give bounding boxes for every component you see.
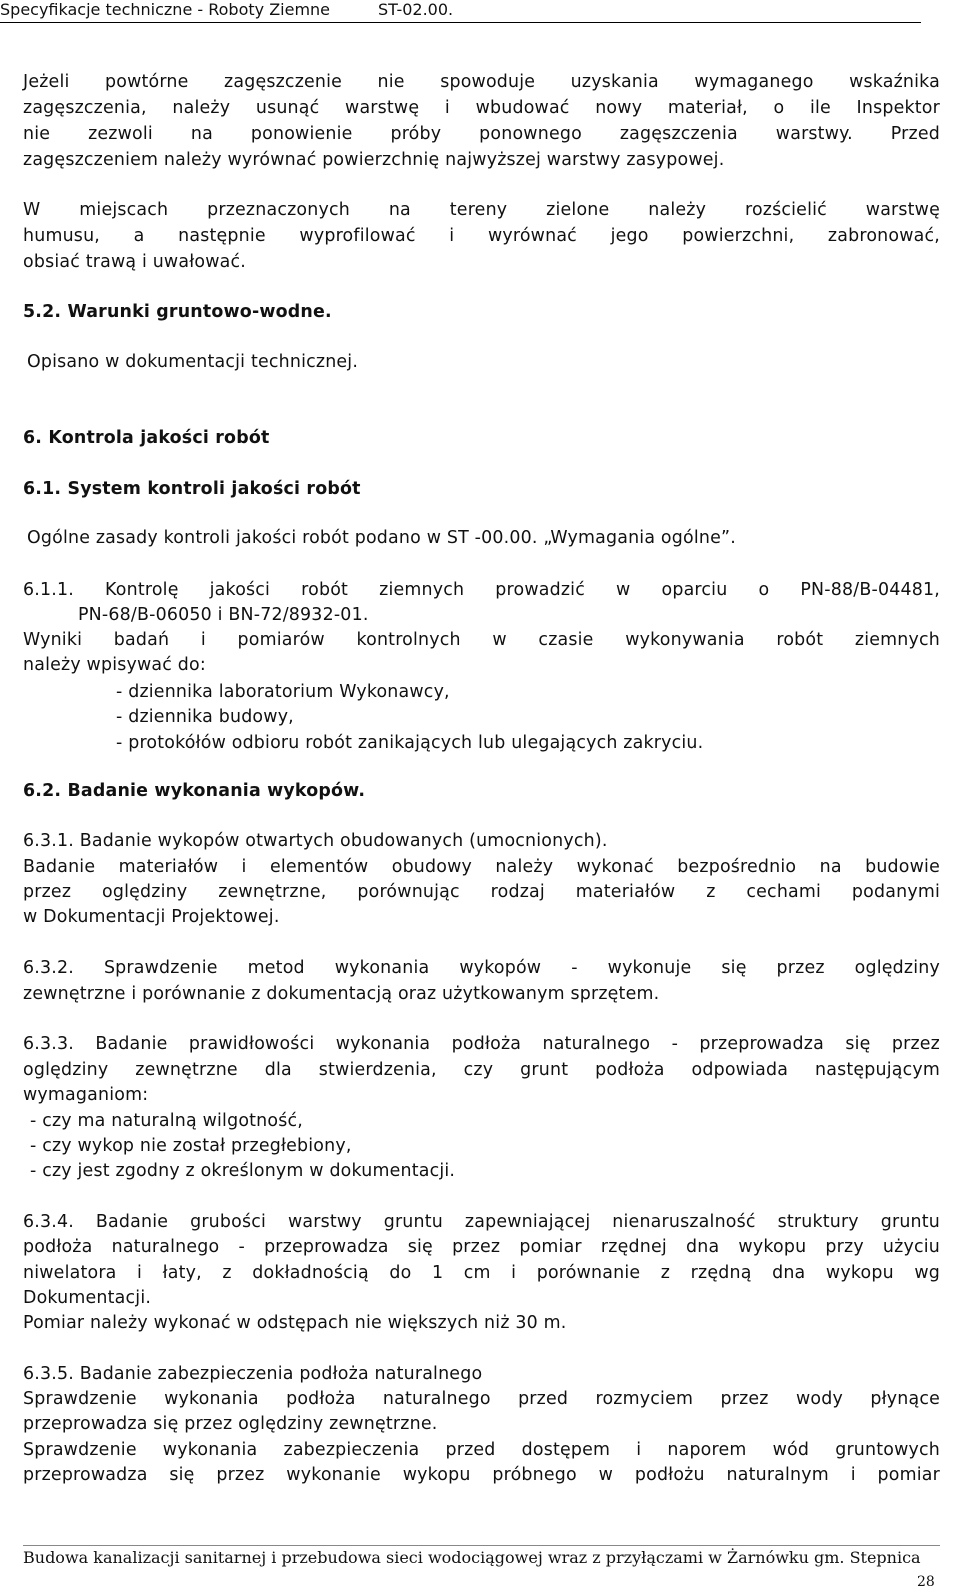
text-line: przeprowadza się przez oględziny zewnętrzne. [23,1414,438,1434]
header-title: Specyfikacje techniczne - Roboty Ziemne [0,0,331,19]
text-line: zagęszczenia, należy usunąć warstwę i wbudować nowy materiał, o ile Inspektor [23,98,940,118]
list-item: - czy ma naturalną wilgotność, [30,1111,303,1131]
text-line: niwelatora i łaty, z dokładnością do 1 cm i porównanie z rzędną dna wykopu wg [23,1263,940,1283]
text-line: Sprawdzenie wykonania zabezpieczenia przed dostępem i naporem wód gruntowych [23,1440,940,1460]
text-line: nie zezwoli na ponowienie próby ponownego zagęszczenia warstwy. Przed [23,124,940,144]
text-line: 6.3.3. Badanie prawidłowości wykonania podłoża naturalnego - przeprowadza się przez [23,1034,940,1054]
list-item: - dziennika budowy, [116,707,294,727]
list-item: - dziennika laboratorium Wykonawcy, [116,682,450,702]
text-line: Badanie materiałów i elementów obudowy należy wykonać bezpośrednio na budowie [23,857,940,877]
text-line: 6.3.2. Sprawdzenie metod wykonania wykopów - wykonuje się przez oględziny [23,958,940,978]
text-line: Dokumentacji. [23,1288,152,1308]
text-line: Pomiar należy wykonać w odstępach nie większych niż 30 m. [23,1313,567,1333]
section-heading: 6.1. System kontroli jakości robót [23,479,361,499]
text-line: PN-68/B-06050 i BN-72/8932-01. [78,605,369,625]
page-footer: Budowa kanalizacji sanitarnej i przebudowa sieci wodociągowej wraz z przyłączami w Żarnówku gm. Stepnica [23,1548,921,1567]
text-line: Jeżeli powtórne zagęszczenie nie spowoduje uzyskania wymaganego wskaźnika [23,72,940,92]
text-line: Sprawdzenie wykonania podłoża naturalnego przed rozmyciem przez wody płynące [23,1389,940,1409]
text-line: Ogólne zasady kontroli jakości robót podano w ST -00.00. „Wymagania ogólne”. [27,528,736,548]
text-line: 6.3.1. Badanie wykopów otwartych obudowanych (umocnionych). [23,831,608,851]
text-line: należy wpisywać do: [23,655,206,675]
text-line: przeprowadza się przez wykonanie wykopu próbnego w podłożu naturalnym i pomiar [23,1465,940,1485]
text-line: 6.3.5. Badanie zabezpieczenia podłoża naturalnego [23,1364,483,1384]
header-code: ST-02.00. [378,0,454,19]
text-line: zagęszczeniem należy wyrównać powierzchnię najwyższej warstwy zasypowej. [23,150,725,170]
list-item: - czy wykop nie został przegłebiony, [30,1136,352,1156]
list-item: - czy jest zgodny z określonym w dokumentacji. [30,1161,456,1181]
text-line: zewnętrzne i porównanie z dokumentacją oraz użytkowanym sprzętem. [23,984,660,1004]
text-line: podłoża naturalnego - przeprowadza się przez pomiar rzędnej dna wykopu przy użyciu [23,1237,940,1257]
section-heading: 6. Kontrola jakości robót [23,428,270,448]
footer-divider [23,1545,940,1546]
text-line: wymaganiom: [23,1085,149,1105]
text-line: w Dokumentacji Projektowej. [23,907,280,927]
text-line: oględziny zewnętrzne dla stwierdzenia, czy grunt podłoża odpowiada następującym [23,1060,940,1080]
page-header [0,0,921,23]
list-item: - protokółów odbioru robót zanikających lub ulegających zakryciu. [116,733,704,753]
page-number: 28 [917,1574,935,1590]
section-heading: 5.2. Warunki gruntowo-wodne. [23,302,332,322]
text-line: Opisano w dokumentacji technicznej. [27,352,359,372]
text-line: 6.1.1. Kontrolę jakości robót ziemnych prowadzić w oparciu o PN-88/B-04481, [23,580,940,600]
text-line: 6.3.4. Badanie grubości warstwy gruntu zapewniającej nienaruszalność struktury gruntu [23,1212,940,1232]
section-heading: 6.2. Badanie wykonania wykopów. [23,781,366,801]
text-line: obsiać trawą i uwałować. [23,252,246,272]
text-line: humusu, a następnie wyprofilować i wyrównać jego powierzchni, zabronować, [23,226,940,246]
text-line: W miejscach przeznaczonych na tereny zielone należy rozścielić warstwę [23,200,940,220]
text-line: Wyniki badań i pomiarów kontrolnych w czasie wykonywania robót ziemnych [23,630,940,650]
text-line: przez oględziny zewnętrzne, porównując rodzaj materiałów z cechami podanymi [23,882,940,902]
